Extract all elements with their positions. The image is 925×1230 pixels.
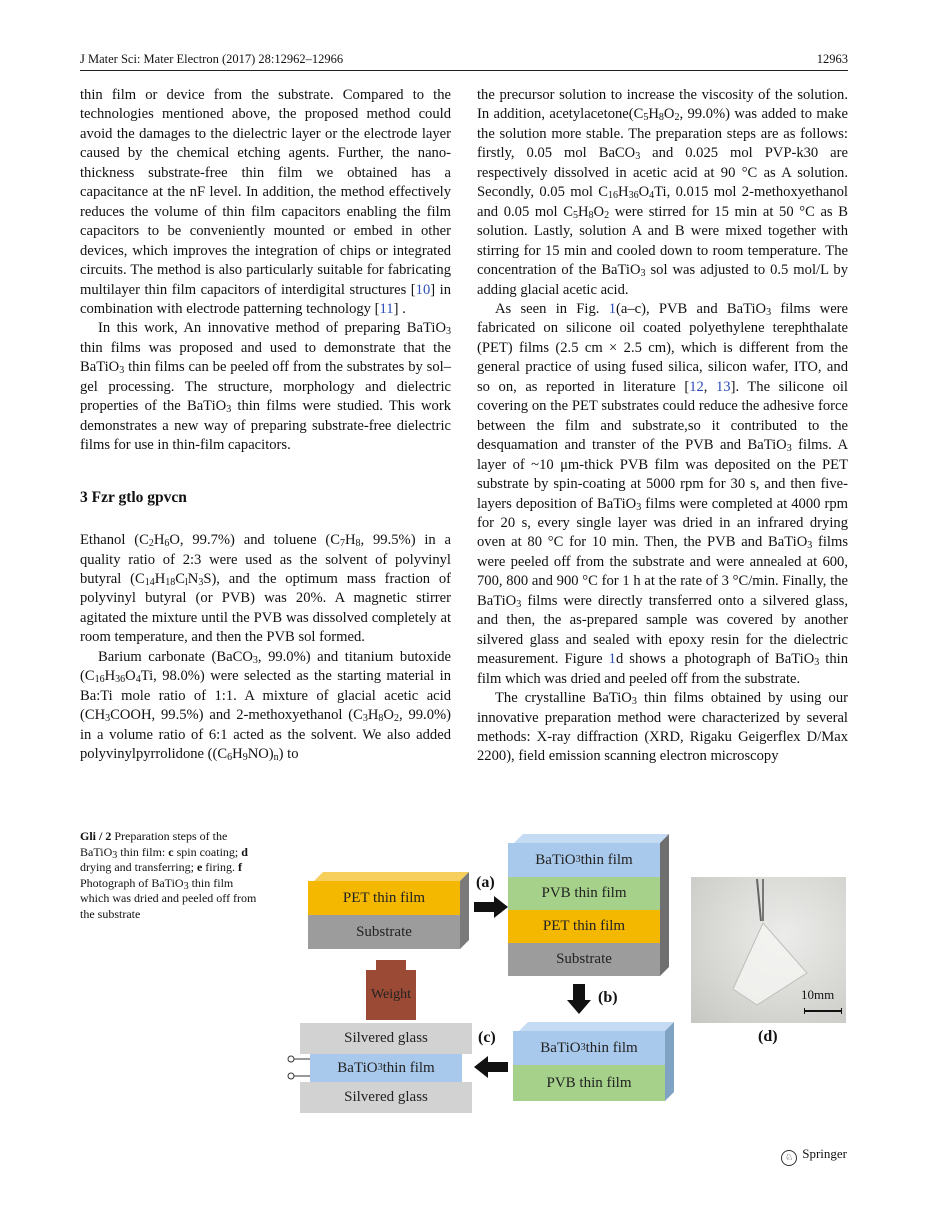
label-c: (c) <box>478 1029 496 1046</box>
arrow-down-icon <box>567 984 591 1014</box>
citation-link[interactable]: 13 <box>716 378 731 395</box>
paragraph: As seen in Fig. 1(a–c), PVB and BaTiO$_3$ films were fabricated on silicone oil coated polyethylene terephthalate (PET) films (2.5 cm × 2.5 cm), which is different from the general practice of using fused silica, silicon wafer, ITO, and so on, as reported in literature [12, 13]. The silicone oil covering on the PET substrates could reduce the adhesive force between the film and substrate,so it contributed to the desquamation and transter of the PVB and BaTiO$_3$ films. A layer of ~10 μm-thick PVB film was deposited on the PET substrate by spin-coating at 5000 rpm for 30 s, and then five-layers deposition of BaTiO$_3$ films were completed at 4000 rpm for 20 s, every single layer was dried in an infrared drying oven at 80 °C for 10 min. Then, the PVB and BaTiO$_3$ films were peeled off from the substrate and were annealed at 600, 700, 800 and 900 °C for 1 h at the rate of 3 °C/min. Finally, the BaTiO$_3$ films were directly transferred onto a silvered glass, and then, the as-prepared sample was covered by another silvered glass and sealed with epoxy resin for the dielectric measurement. Figure 1d shows a photograph of BaTiO$_3$ thin film which was dried and peeled off from the substrate. <box>477 300 849 687</box>
paragraph: In this work, An innovative method of preparing BaTiO$_3$ thin films was proposed and used to demonstrate that the BaTiO$_3$ thin films can be peeled off from the substrates by sol–gel processing. The structure, morphology and dielectric properties of the BaTiO$_3$ thin films were studied. This work demonstrates a new way of preparing substrate-free dielectric films for use in thin-film capacitors. <box>80 320 451 454</box>
section-heading: 3 Fzr gtlo gpvcn <box>80 488 187 506</box>
batio3-layer: BaTiO 3 thin film <box>310 1054 462 1082</box>
citation-link[interactable]: 12 <box>689 378 704 395</box>
springer-logo-icon: ♘ <box>781 1150 797 1166</box>
figure-link[interactable]: 1 <box>608 651 616 668</box>
pvb-layer: PVB thin film <box>513 1065 665 1101</box>
arrow-left-icon <box>474 1056 508 1078</box>
running-header <box>80 50 848 71</box>
pet-layer: PET thin film <box>308 881 460 915</box>
substrate-layer: Substrate <box>508 943 660 976</box>
film-photograph <box>691 877 846 1023</box>
silvered-glass-bottom: Silvered glass <box>300 1082 472 1113</box>
electrode-leads-icon <box>286 1054 310 1082</box>
weight-block: Weight <box>366 970 416 1020</box>
scale-bar <box>804 1008 842 1014</box>
paragraph: The crystalline BaTiO$_3$ thin films obtained by using our innovative preparation method were characterized by several methods: X-ray diffraction (XRD, Rigaku Geigerflex D/Max 2200), field emission scanning electron microscopy <box>477 690 848 765</box>
silvered-glass-top: Silvered glass <box>300 1023 472 1054</box>
figure-caption: Gli / 2 Preparation steps of the BaTiO$_3$ thin film: c spin coating; d drying and transferring; e firing. f Photograph of BaTiO$_3$ thin film which was dried and peeled off from the substrate <box>80 829 257 921</box>
publisher-name: Springer <box>802 1146 847 1161</box>
label-a: (a) <box>476 874 495 891</box>
paragraph: thin film or device from the substrate. Compared to the technologies mentioned above, the proposed method could avoid the damages to the dielectric layer or the electrode layer caused by the chemical etching agents. Further, the nano-thickness substrate-free thin film we obtained has a capacitance at the nF level. In addition, the method effectively reduces the volume of thin film capacitors enabling the film capacitors to be conveniently mounted or embed in other devices, which improves the integration of chips or integrated circuits. The method is also particularly suitable for fabricating multilayer thin film capacitors of interdigital structures [10] in combination with electrode patterning technology [11] . <box>80 87 451 317</box>
label-b: (b) <box>598 989 618 1006</box>
paragraph: the precursor solution to increase the viscosity of the solution. In addition, $acetylacetone(C_5H_8O_2$, 99.0%) was added to make the solution more stable. The preparation steps are as follows: firstly, 0.05 mol BaCO$_3$ and 0.025 mol PVP-k30 are respectively dissolved in acetic acid at 90 °C as A solution. Secondly, 0.05 mol $C_{16}H_{36}O_4Ti$, 0.015 mol 2-methoxyethanol and 0.05 mol $C_5H_8O_2$ were stirred for 15 min at 50 °C as B solution. Lastly, solution A and B were mixed together with stirring for 15 min and cooled down to room temperature. The concentration of the BaTiO$_3$ sol was adjusted to 0.5 mol/L by adding glacial acetic acid. <box>477 87 849 298</box>
pet-layer: PET thin film <box>508 910 660 943</box>
label-d: (d) <box>758 1028 778 1045</box>
citation-link[interactable]: 10 <box>415 281 431 298</box>
substrate-layer: Substrate <box>308 915 460 949</box>
figure-link[interactable]: 1 <box>608 300 616 317</box>
figure-label: Gli / 2 <box>80 829 112 843</box>
batio3-layer: BaTiO 3 thin film <box>513 1031 665 1065</box>
journal-citation: J Mater Sci: Mater Electron (2017) 28:12962–12966 <box>80 52 344 66</box>
batio3-layer: BaTiO 3 thin film <box>508 843 660 877</box>
left-column <box>80 86 451 765</box>
publisher-footer <box>781 1146 847 1166</box>
arrow-right-icon <box>474 896 508 918</box>
right-column <box>477 86 848 767</box>
pvb-layer: PVB thin film <box>508 877 660 910</box>
weight-handle <box>376 960 406 970</box>
scale-bar-label: 10mm <box>801 987 835 1002</box>
citation-link[interactable]: 11 <box>379 300 394 317</box>
paragraph: Ethanol ($C_2H_6O$, 99.7%) and toluene ($C_7H_8$, 99.5%) in a quality ratio of 2:3 were used as the solvent of polyvinyl butyral $(C_{14}H_{18}C_lN_3S)$, and the optimum mass fraction of polyvinyl butyral (or PVB) was 20%. A magnetic stirrer agitated the mixture until the PVB was dissolved completely at room temperature, and then the PVB sol formed. <box>80 532 452 646</box>
page-number: 12963 <box>816 52 848 66</box>
preparation-figure <box>286 826 852 1126</box>
paragraph: Barium carbonate (BaCO$_3$, 99.0%) and titanium butoxide ($C_{16}H_{36}O_4Ti$, 98.0%) were selected as the starting material in Ba:Ti mole ratio of 1:1. A mixture of glacial acetic acid ($CH_3COOH$, 99.5%) and 2-methoxyethanol ($C_3H_8O_2$, 99.0%) in a volume ratio of 6:1 acted as the solvent. We also added polyvinylpyrrolidone $((C_6H_9NO)_n)$ to <box>80 648 452 764</box>
